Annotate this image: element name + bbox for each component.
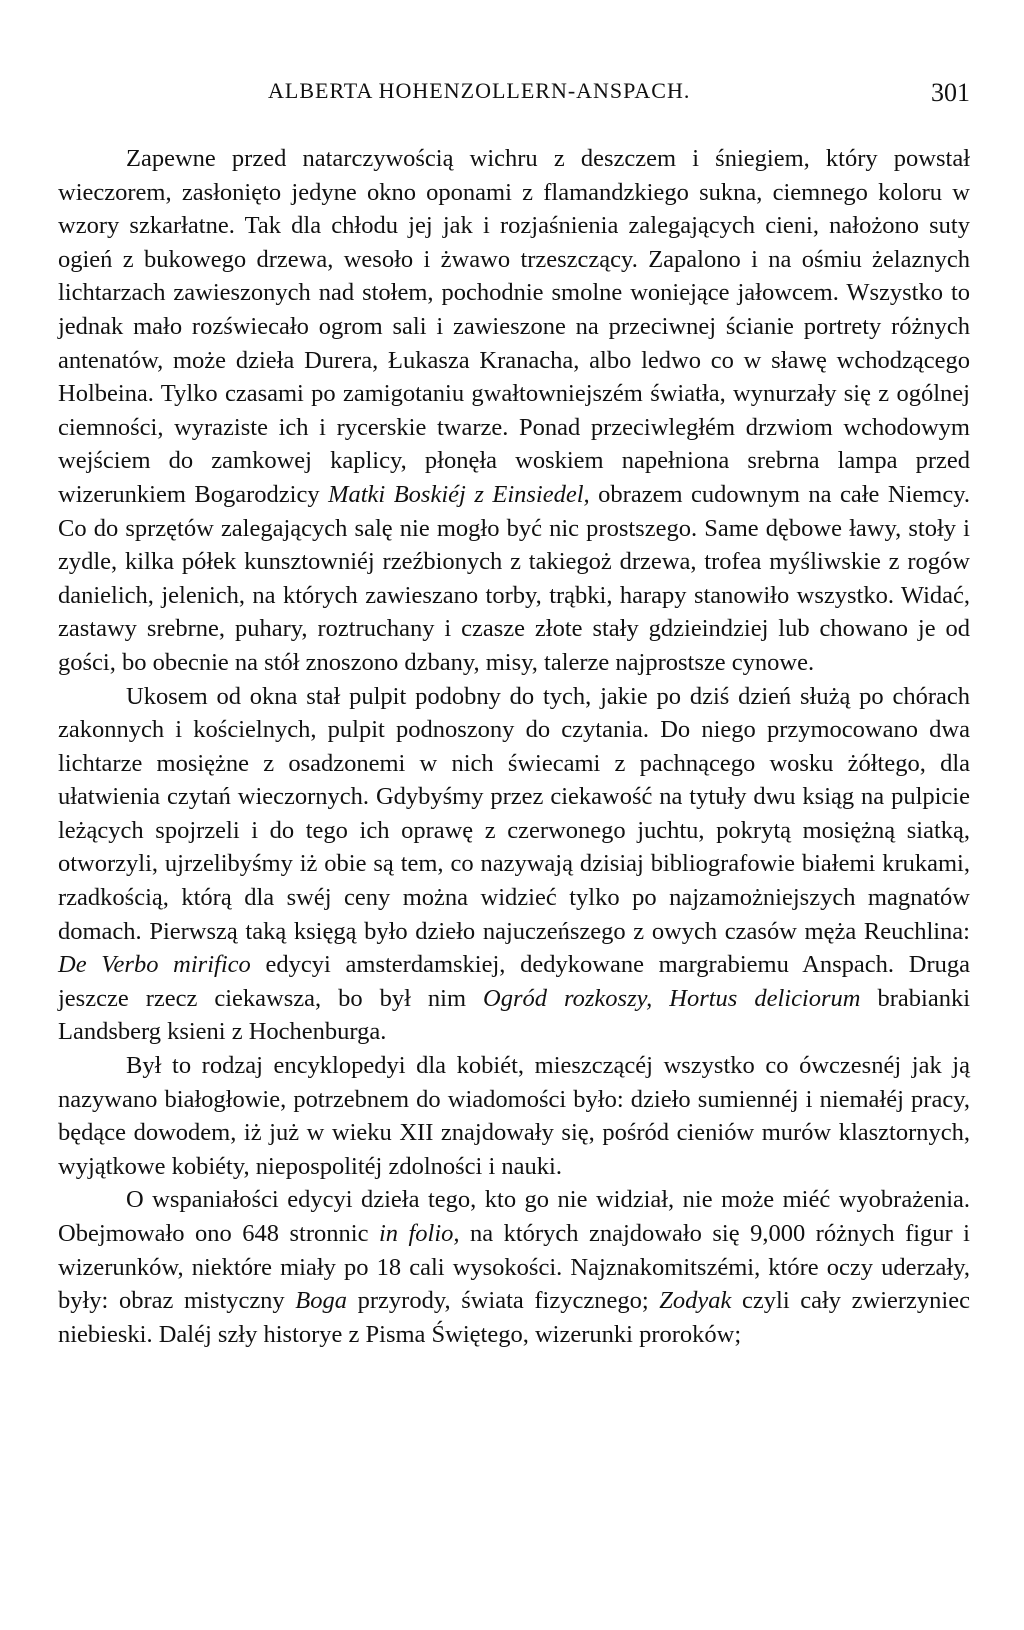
- paragraph: [58, 142, 970, 680]
- text-run: Zapewne przed natarczywością wichru z deszczem i śniegiem, który powstał wieczorem, zasłonięto jedyne okno oponami z flamandzkiego sukna, ciemnego koloru w wzory szkarłatne. Tak dla chłodu jej jak i rozjaśnienia zalegających cieni, nałożono suty ogień z bukowego drzewa, wesoło i żwawo trzeszczący. Zapalono i na ośmiu żelaznych lichtarzach zawieszonych nad stołem, pochodnie smolne woniejące jałowcem. Wszystko to jednak mało rozświecało ogrom sali i zawieszone na przeciwnej ścianie portrety różnych antenatów, może dzieła Durera, Łukasza Kranacha, albo ledwo co w sławę wchodzącego Holbeina. Tylko czasami po zamigotaniu gwałtowniejszém światła, wynurzały się z ogólnej ciemności, wyraziste ich i rycerskie twarze. Ponad przeciwległém drzwiom wchodowym wejściem do zamkowej kaplicy, płonęła woskiem napełniona srebrna lampa przed wizerunkiem Bogarodzicy: [58, 145, 970, 508]
- running-title: ALBERTA HOHENZOLLERN-ANSPACH.: [268, 78, 691, 103]
- text-run: O wspaniałości edycyi dzieła tego, kto go nie widział, nie może miéć wyobrażenia. Obejmowało ono 648 stronnic: [58, 1186, 970, 1247]
- page-number: 301: [931, 78, 970, 107]
- running-head: [58, 78, 970, 112]
- paragraph: [58, 1183, 970, 1351]
- italic-title: Ogród rozkoszy, Hortus deliciorum: [483, 984, 861, 1012]
- italic-title: Zodyak: [659, 1287, 732, 1315]
- italic-title: Boga: [295, 1287, 348, 1315]
- text-run: czyli cały zwierzyniec niebieski. Daléj szły historye z Pisma Świętego, wizerunki proroków;: [58, 1287, 970, 1348]
- italic-title: De Verbo mirifico: [58, 951, 251, 979]
- body-text: [58, 142, 970, 1351]
- italic-title: in folio,: [378, 1220, 460, 1247]
- paragraph: [58, 1049, 970, 1183]
- text-run: Był to rodzaj encyklopedyi dla kobiét, mieszczącéj wszystko co ówczesnéj jak ją nazywano białogłowie, potrzebnem do wiadomości było: dzieło sumiennéj i niemałéj pracy, będące dowodem, iż już w wieku XII znajdowały się, pośród cieniów murów klasztornych, wyjątkowe kobiéty, niepospolitéj zdolności i nauki.: [58, 1052, 970, 1180]
- text-run: edycyi amsterdamskiej, dedykowane margrabiemu Anspach. Druga jeszcze rzecz ciekawsza, bo był nim: [58, 951, 971, 1012]
- text-run: obrazem cudownym na całe Niemcy. Co do sprzętów zalegających salę nie mogło być nic prostszego. Same dębowe ławy, stoły i zydle, kilka półek kunsztowniéj rzeźbionych z takiegoż drzewa, trofea myśliwskie z rogów danielich, jelenich, na których zawieszano torby, trąbki, harapy stanowiło wszystko. Widać, zastawy srebrne, puhary, roztruchany i czasze złote stały gdzieindziej lub chowano je od gości, bo obecnie na stół znoszono dzbany, misy, talerze najprostsze cynowe.: [58, 480, 971, 676]
- text-run: na których znajdowało się 9,000 różnych figur i wizerunków, niektóre miały po 18 cali wysokości. Najznakomitszémi, które oczy uderzały, były: obraz mistyczny: [58, 1220, 970, 1315]
- paragraph: [58, 680, 970, 1050]
- text-run: brabianki Landsberg ksieni z Hochenburga.: [58, 984, 970, 1046]
- text-run: przyrody, świata fizycznego;: [347, 1287, 660, 1315]
- italic-title: Matki Boskiéj z Einsiedel,: [328, 480, 590, 508]
- text-run: Ukosem od okna stał pulpit podobny do tych, jakie po dziś dzień służą po chórach zakonnych i kościelnych, pulpit podnoszony do czytania. Do niego przymocowano dwa lichtarze mosiężne z osadzonemi w nich świecami z pachnącego wosku żółtego, dla ułatwienia czytań wieczornych. Gdybyśmy przez ciekawość na tytuły dwu ksiąg na pulpicie leżących spojrzeli i do tego ich oprawę z czerwonego juchtu, pokrytą mosiężną siatką, otworzyli, ujrzelibyśmy iż obie są tem, co nazywają dzisiaj bibliografowie białemi krukami, rzadkością, którą dla swéj ceny można widzieć tylko po najzamożniejszych magnatów domach. Pierwszą taką księgą było dzieło najuczeńszego z owych czasów męża Reuchlina:: [58, 682, 970, 945]
